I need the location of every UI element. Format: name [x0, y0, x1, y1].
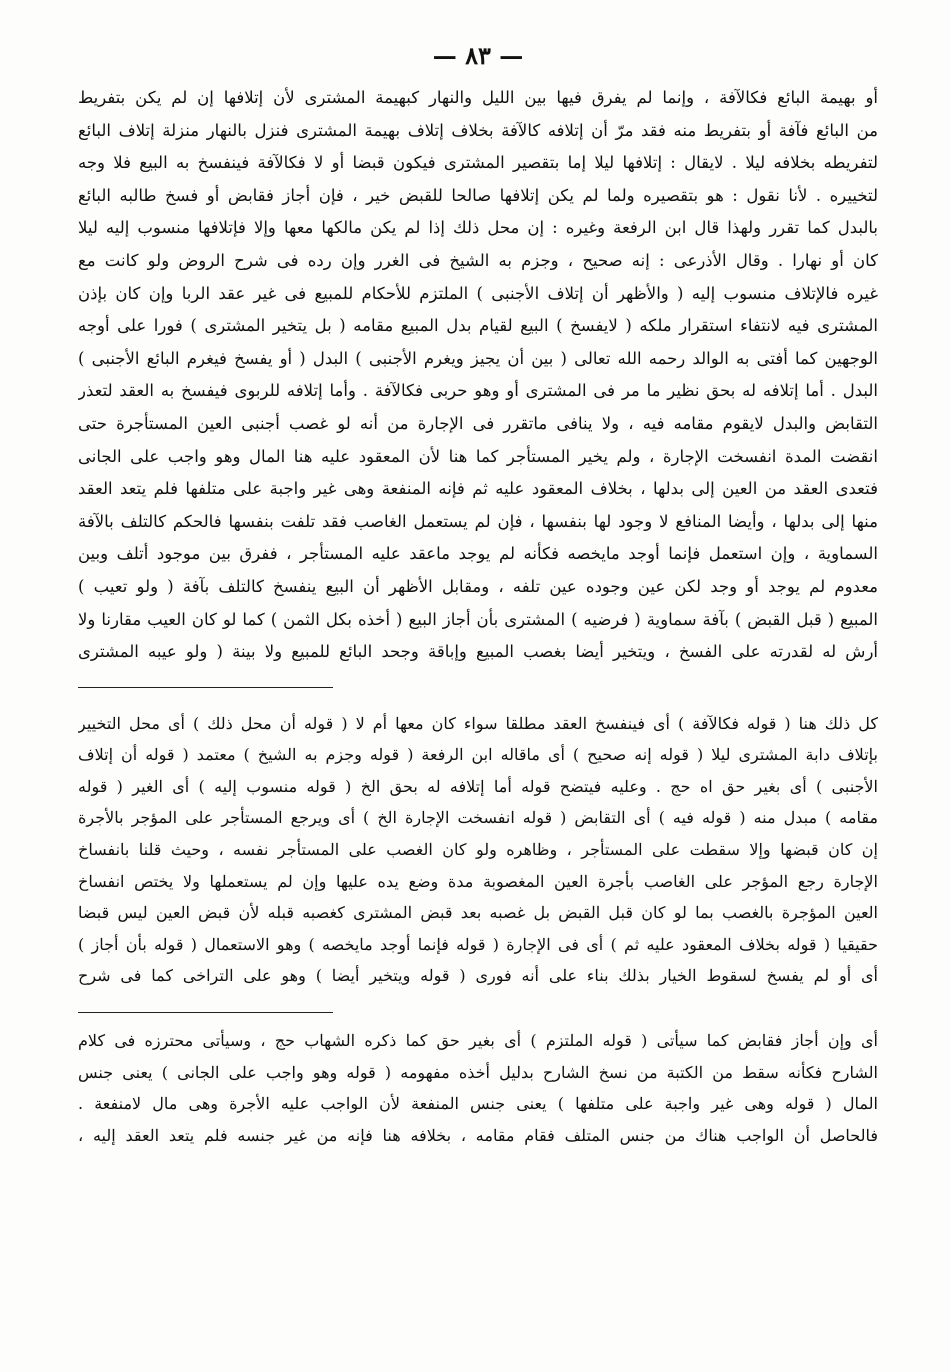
main-line: بالبدل كما تقرر ولهذا قال ابن الرفعة وغيره : إن محل ذلك إذا لم يكن مالكها معها وإلا فإتلافها منسوب إليه ليلا: [78, 218, 878, 238]
footnote-divider-1: [78, 687, 333, 688]
main-line: أو بهيمة البائع فكالآفة ، وإنما لم يفرق فيها بين الليل والنهار كبهيمة المشترى لأن إتلافها إن لم يكن بتفريط: [78, 88, 878, 107]
main-line: لتخييره . لأنا نقول : هو بتقصيره ولما لم يكن إتلافها صالحا للقبض خير ، فإن أجاز فقابض أو فسخ طالبه البائع: [78, 185, 878, 205]
main-line: المشترى فيه لانتفاء استقرار ملكه ( لايفسخ ) البيع لقيام بدل المبيع مقامه ( بل يتخير المشترى ) فورا على أوجه: [78, 316, 878, 336]
main-line: البدل . أما إتلافه له بحق نظير ما مر فى المشترى أو وهو حربى فكالآفة . وأما إتلافه للربوى فيفسخ به العقد لتعذر: [78, 381, 878, 401]
main-line: الوجهين كما أفتى به الوالد رحمه الله تعالى ( بين أن يجيز ويغرم الأجنبى ) البدل ( أو يفسخ فيغرم البائع الأجنبى ): [78, 348, 878, 368]
main-line: غيره فالإتلاف منسوب إليه ( والأظهر أن إتلاف الأجنبى ) الملتزم للأحكام للمبيع فى غير عقد الربا وإن كان بإذن: [78, 283, 878, 303]
note-line: مقامه ) مبدل منه ( قوله فيه ) أى التقابض ( قوله انفسخت الإجارة الخ ) أى ويرجع المستأجر على المؤجر بالأجرة: [78, 808, 878, 828]
note-line: المال ( قوله وهى غير واجبة على متلفها ) يعنى جنس المنفعة لأن الواجب عليه الأجرة وهى مال لامنفعة .: [78, 1094, 878, 1114]
note-line: أى أو لم يفسخ لسقوط الخيار بذلك بناء على أنه فورى ( قوله ويتخير أيضا ) وهو على التراخى كما فى شرح: [78, 966, 878, 986]
main-line: لتفريطه بخلافه ليلا . لايقال : إتلافها ليلا إما بتقصير المشترى فيكون قبضا أو لا فكالآفة فينفسخ به البيع فلا وجه: [78, 153, 878, 173]
main-line: فتعدى العقد من العين إلى بدلها ، بخلاف المعقود عليه ثم فإنه المنفعة وهى غير واجبة على متلفها فلم يتعد العقد: [78, 479, 878, 499]
main-line: من البائع فآفة أو بتفريط منه فقد مرّ أن إتلافه كالآفة بخلاف إتلاف بهيمة المشترى فنزل بالنهار منزلة إتلاف البائع: [78, 120, 878, 140]
note-line: بإتلاف دابة المشترى ليلا ( قوله إنه صحيح ) أى ماقاله ابن الرفعة ( قوله وجزم به الشيخ ) معتمد ( قوله أن إتلاف: [78, 745, 878, 765]
main-line: انقضت المدة انفسخت الإجارة ، ولم يخير المستأجر كما هنا لأن المعقود عليه هنا المال وهو واجب على الجانى: [78, 446, 878, 466]
main-line: منها إلى بدلها ، وأيضا المنافع لا وجود لها بنفسها ، فإن لم يستعمل الغاصب فقد تلفت بنفسها فالحكم كالتلف بالآفة: [78, 511, 878, 531]
main-line: معدوم لم يوجد أو وجد لكن عين وجوده عين تلفه ، ومقابل الأظهر أن البيع ينفسخ كالتلف بآفة ( ولو تعيب ): [78, 576, 878, 596]
note-line: إن كان قبضها وإلا سقطت على المستأجر ، وظاهره ولو كان الغصب على المستأجر نفسه ، وحيث قلنا بانفساخ: [78, 840, 878, 860]
note-line: الأجنبى ) أى بغير حق اه حج . وعليه فيتضح قوله أما إتلافه له بحق الخ ( قوله منسوب إليه ) أى الغير ( قوله: [78, 776, 878, 796]
commentary-notes-1: [78, 708, 878, 992]
main-line: التقابض والبدل لايقوم مقامه فيه ، ولا ينافى ماتقرر فى الإجارة من أنه لو غصب أجنبى العين المستأجرة حتى: [78, 413, 878, 433]
note-line: حقيقيا ( قوله بخلاف المعقود عليه ثم ) أى فى الإجارة ( قوله فإنما أوجد مايخصه ) وهو الاستعمال ( قوله بأن أجاز ): [78, 934, 878, 954]
note-line: الشارح فكأنه سقط من الكتبة من نسخ الشارح بدليل أخذه مفهومه ( قوله وهو واجب على الجانى ) يعنى جنس: [78, 1062, 878, 1082]
note-line: فالحاصل أن الواجب هناك من جنس المتلف فقام مقامه ، بخلافه هنا فإنه من غير جنسه فلم يتعد العقد إليه ،: [78, 1125, 878, 1145]
note-line: الإجارة رجع المؤجر على الغاصب بأجرة العين المغصوبة مدة وضع يده عليها وإن لم يستعملها ولا يختص انفساخ: [78, 871, 878, 891]
main-line: كان أو نهارا . وقال الأذرعى : إنه صحيح ، وجزم به الشيخ فى الغرر وإن رده فى شرح الروض ولو كانت مع: [78, 250, 878, 270]
commentary-notes-2: [78, 1025, 878, 1151]
page-number: — ٨٣ —: [432, 41, 524, 70]
note-line: أى وإن أجاز فقابض كما سيأتى ( قوله الملتزم ) أى بغير حق كما ذكره الشهاب حج ، وسيأتى محترزه فى كلام: [78, 1031, 878, 1051]
main-text: [78, 82, 878, 669]
main-line: المبيع ( قبل القبض ) بآفة سماوية ( فرضيه ) المشترى بأن أجاز البيع ( أخذه بكل الثمن ) كما لو كان العيب مقارنا ولا: [78, 609, 878, 629]
note-line: كل ذلك هنا ( قوله فكالآفة ) أى فينفسخ العقد مطلقا سواء كان معها أم لا ( قوله أن محل ذلك ) أى محل التخيير: [78, 713, 878, 733]
main-line: أرش له لقدرته على الفسخ ، ويتخير أيضا بغصب المبيع وإباقة وجحد البائع للمبيع ولا بينة ( ولو عيبه المشترى: [78, 642, 878, 662]
note-line: العين المؤجرة بالغصب بما لو كان قبل القبض بل غصبه بعد قبض المشترى كغصبه قبله لأن قبض العين ليس قبضا: [78, 903, 878, 923]
main-line: السماوية ، وإن استعمل فإنما أوجد مايخصه فكأنه لم يوجد ماعقد عليه المستأجر ، ففرق بين موجود أتلف وبين: [78, 544, 878, 564]
footnote-divider-2: [78, 1012, 333, 1013]
